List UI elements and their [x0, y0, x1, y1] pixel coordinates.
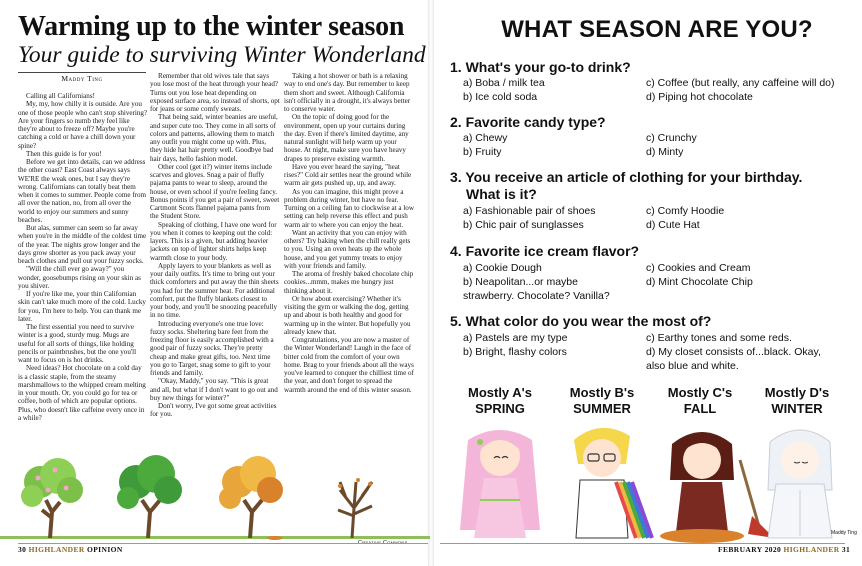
quiz-question-3 — [450, 169, 845, 203]
paragraph: If you're like me, your thin Californian skin can't take much more of the cold. Lucky for you, I'm here to help. You can thank me later. — [18, 290, 146, 323]
result-fall — [652, 385, 748, 417]
paragraph: Speaking of clothing, I have one word for you when it comes to keeping out the cold: layers. This is a given, but adding heavier jackets on top of lighter shirts helps keep warmth close to your body. — [150, 220, 277, 262]
option-c: c) Comfy Hoodie — [646, 205, 725, 217]
article-subhead: Your guide to surviving Winter Wonderland — [18, 42, 426, 68]
article-column-3 — [284, 72, 414, 394]
quiz-question-2 — [450, 114, 845, 131]
option-c: c) Coffee (but really, any caffeine will do) — [646, 77, 835, 89]
question-title: 3. You receive an article of clothing for your birthday. — [450, 169, 803, 185]
paragraph: Apply layers to your blankets as well as your daily outfits. It's time to bring out your thick comforters and put away the thin sheets you had for the summer heat. For additional comfort, put the fluffy blankets closest to your body, and you'll be snoozing peacefully in no time. — [150, 261, 279, 320]
footer-rule — [440, 543, 845, 544]
paragraph: As you can imagine, this might prove a problem during winter, but have no fear. Turning on a ceiling fan to clockwise at a low setting can help reverse this effect and push warm air to where you can enjoy the heat. — [284, 187, 414, 229]
quiz-question-5 — [450, 313, 845, 330]
paragraph: But alas, summer can seem so far away when you're in the middle of the coldest time of the year. The nights grow longer and the days grow shorter as you pack away your beach clothes and pull out your fuzzy socks. — [18, 224, 147, 265]
article-headline: Warming up to the winter season — [18, 11, 405, 42]
article-column-2 — [150, 72, 280, 419]
fall-tree-icon — [219, 456, 283, 540]
option-c: c) Cookies and Cream — [646, 262, 751, 274]
grass-strip — [0, 536, 430, 539]
option-b: b) Fruity — [463, 146, 502, 158]
section-name: OPINION — [86, 545, 123, 554]
spring-tree-icon — [21, 458, 83, 538]
paragraph: That being said, winter beanies are useful, and super cute too. They come in all sorts of colors and patterns, allowing them to match any outfit you might come up with. Plus, they hide hat hair pretty well. Goodbye bad hair days, hello fashion model. — [150, 113, 278, 163]
byline-rule — [18, 72, 146, 73]
result-label: Mostly B's — [569, 385, 635, 400]
page-number: 31 — [841, 545, 851, 554]
paragraph: "Okay, Maddy," you say. "This is great and all, but what if I don't want to go out and buy new things for winter?" — [150, 377, 278, 402]
paragraph: Taking a hot shower or bath is a relaxing way to end one's day. But remember to keep them short and sweet. Although California isn't officially in a drought, it's always better to conserve water. — [284, 72, 411, 113]
right-folio — [718, 545, 850, 554]
footer-rule — [18, 543, 428, 544]
quiz-question-1 — [450, 59, 845, 76]
option-d-continued: also blue and white. — [646, 360, 739, 372]
paragraph: Other cool (get it?) winter items include scarves and gloves. Snag a pair of fluffy pajama pants to wear to sleep, around the house, or even school if you're feeling fancy. Bonus points if you get a pair of sweet, sweet Cartmont Scots flannel pajama pants from the Student Store. — [150, 162, 280, 221]
winter-tree-icon — [338, 478, 372, 538]
option-d: d) Piping hot chocolate — [646, 91, 753, 103]
question-title: 5. What color do you wear the most of? — [450, 313, 712, 329]
winter-character-icon — [768, 430, 832, 538]
paragraph: Remember that old wives tale that says you lose most of the heat through your head? Turns out you lose heat depending on exposed surface area, so instead of shorts, opt for jeans or some comfy sweats. — [150, 72, 280, 113]
result-season: SPRING — [475, 401, 525, 416]
option-a: a) Fashionable pair of shoes — [463, 205, 596, 217]
option-a: a) Cookie Dough — [463, 262, 542, 274]
paragraph: Congratulations, you are now a master of the Winter Wonderland! Laugh in the face of bitter cold from the comfort of your own home. Brag to your friends about all the ways you've learned to conquer the chilliest time of the year, and don't forget to spread the warmth around the end of this winter season. — [284, 336, 414, 394]
publication-name: HIGHLANDER — [783, 545, 840, 554]
question-title: 4. Favorite ice cream flavor? — [450, 243, 640, 259]
option-d: d) My closet consists of...black. Okay, — [646, 346, 821, 358]
paragraph: Don't worry, I've got some great activities for you. — [150, 402, 277, 419]
result-spring — [452, 385, 548, 417]
option-c: c) Earthy tones and some reds. — [646, 332, 792, 344]
paragraph: Or how about exercising? Whether it's visiting the gym or walking the dog, getting up and about is both healthy and good for warming up in the winter. But hopefully you already knew that. — [284, 294, 411, 336]
result-season: SUMMER — [573, 401, 631, 416]
question-title: 1. What's your go-to drink? — [450, 59, 631, 75]
quiz-question-4 — [450, 243, 845, 260]
spring-character-icon — [460, 430, 540, 538]
paragraph: Then this guide is for you! — [26, 149, 102, 158]
result-label: Mostly C's — [667, 385, 733, 400]
fall-character-icon — [660, 432, 774, 543]
paragraph: Before we get into details, can we address the other coast? East Coast always says WE'RE the weak ones, but I say they're wrong. Californians can totally beat them when it comes to summer. People come from all over the nation, no, from all over the world to enjoy our summers and sunny beaches. — [18, 158, 147, 224]
article-column-1 — [18, 92, 148, 422]
left-folio — [18, 545, 123, 554]
page-number: 30 — [18, 545, 27, 554]
option-d: d) Cute Hat — [646, 219, 700, 231]
photo-credit: Creative Commons — [358, 540, 408, 546]
option-c: c) Crunchy — [646, 132, 697, 144]
option-b: b) Neapolitan...or maybe — [463, 276, 578, 288]
paragraph: My, my, how chilly it is outside. Are you one of those people who can't stop shivering? Are your fingers so numb they feel like they're about to freeze off? Maybe you're catching a cold or have a chill down your spine? — [18, 100, 148, 150]
publication-name: HIGHLANDER — [28, 545, 85, 554]
quiz-title: WHAT SEASON ARE YOU? — [501, 16, 813, 43]
option-b-continued: strawberry. Chocolate? Vanilla? — [463, 290, 610, 302]
paragraph: Introducing everyone's one true love: fuzzy socks. Sheltering bare feet from the freezing floor is easily accomplished with a good pair of fuzzy socks. They're pretty cheap and make great gifts, too. Next time you go to Target, snag some to gift to your friends and family. — [150, 319, 274, 377]
question-title-continued: What is it? — [466, 186, 537, 202]
result-season: WINTER — [771, 401, 823, 416]
option-b: b) Chic pair of sunglasses — [463, 219, 584, 231]
paragraph: The first essential you need to survive winter is a good, sturdy mug. Mugs are useful for all sorts of things, like holding pencils or paintbrushes, but the one you'll want to focus on is hot drinks. — [18, 323, 137, 364]
season-characters-illustration — [440, 420, 850, 545]
paragraph: Want an activity that you can enjoy with others? Try baking when the chill really gets to you. Using an oven heats up the whole house, and you get yummy treats to enjoy with your friends and family. — [284, 228, 411, 270]
summer-character-icon — [574, 428, 652, 538]
option-a: a) Boba / milk tea — [463, 77, 545, 89]
paragraph: Calling all Californians! — [26, 92, 95, 100]
option-a: a) Pastels are my type — [463, 332, 568, 344]
question-title: 2. Favorite candy type? — [450, 114, 606, 130]
paragraph: The aroma of freshly baked chocolate chip cookies...mmm, makes me hungry just thinking about it. — [284, 270, 414, 295]
option-b: b) Bright, flashy colors — [463, 346, 567, 358]
option-b: b) Ice cold soda — [463, 91, 538, 103]
article-byline: Maddy Ting — [61, 74, 103, 83]
option-a: a) Chewy — [463, 132, 508, 144]
summer-tree-icon — [117, 455, 182, 538]
result-summer — [554, 385, 650, 417]
option-d: d) Mint Chocolate Chip — [646, 276, 753, 288]
season-trees-illustration — [0, 452, 430, 544]
illustration-credit: Maddy Ting — [831, 530, 857, 536]
issue-date: FEBRUARY 2020 — [718, 545, 782, 554]
option-d: d) Minty — [646, 146, 684, 158]
paragraph: On the topic of doing good for the environment, open up your curtains during the day. Even if there's limited daytime, any natural sunlight will help warm up your house. At night, make sure you have heavy drapes to preserve existing warmth. — [284, 113, 409, 163]
paragraph: Have you ever heard the saying, "heat rises?" Cold air settles near the ground while warm air gets pushed up, up, and away. — [284, 162, 412, 188]
result-label: Mostly D's — [764, 385, 830, 400]
paragraph: Need ideas? Hot chocolate on a cold day is a classic staple, from the steamy marshmallows to the whipped cream melting in your mouth. Or, you could go for tea or coffee, both of which are popular options. Plus, who doesn't like caffeine every once in a while? — [18, 364, 146, 422]
result-season: FALL — [683, 401, 717, 416]
result-winter — [749, 385, 845, 417]
result-label: Mostly A's — [467, 385, 532, 400]
paragraph: "Will the chill ever go away?" you wonder, goosebumps rising on your skin as you shiver. — [18, 265, 141, 290]
